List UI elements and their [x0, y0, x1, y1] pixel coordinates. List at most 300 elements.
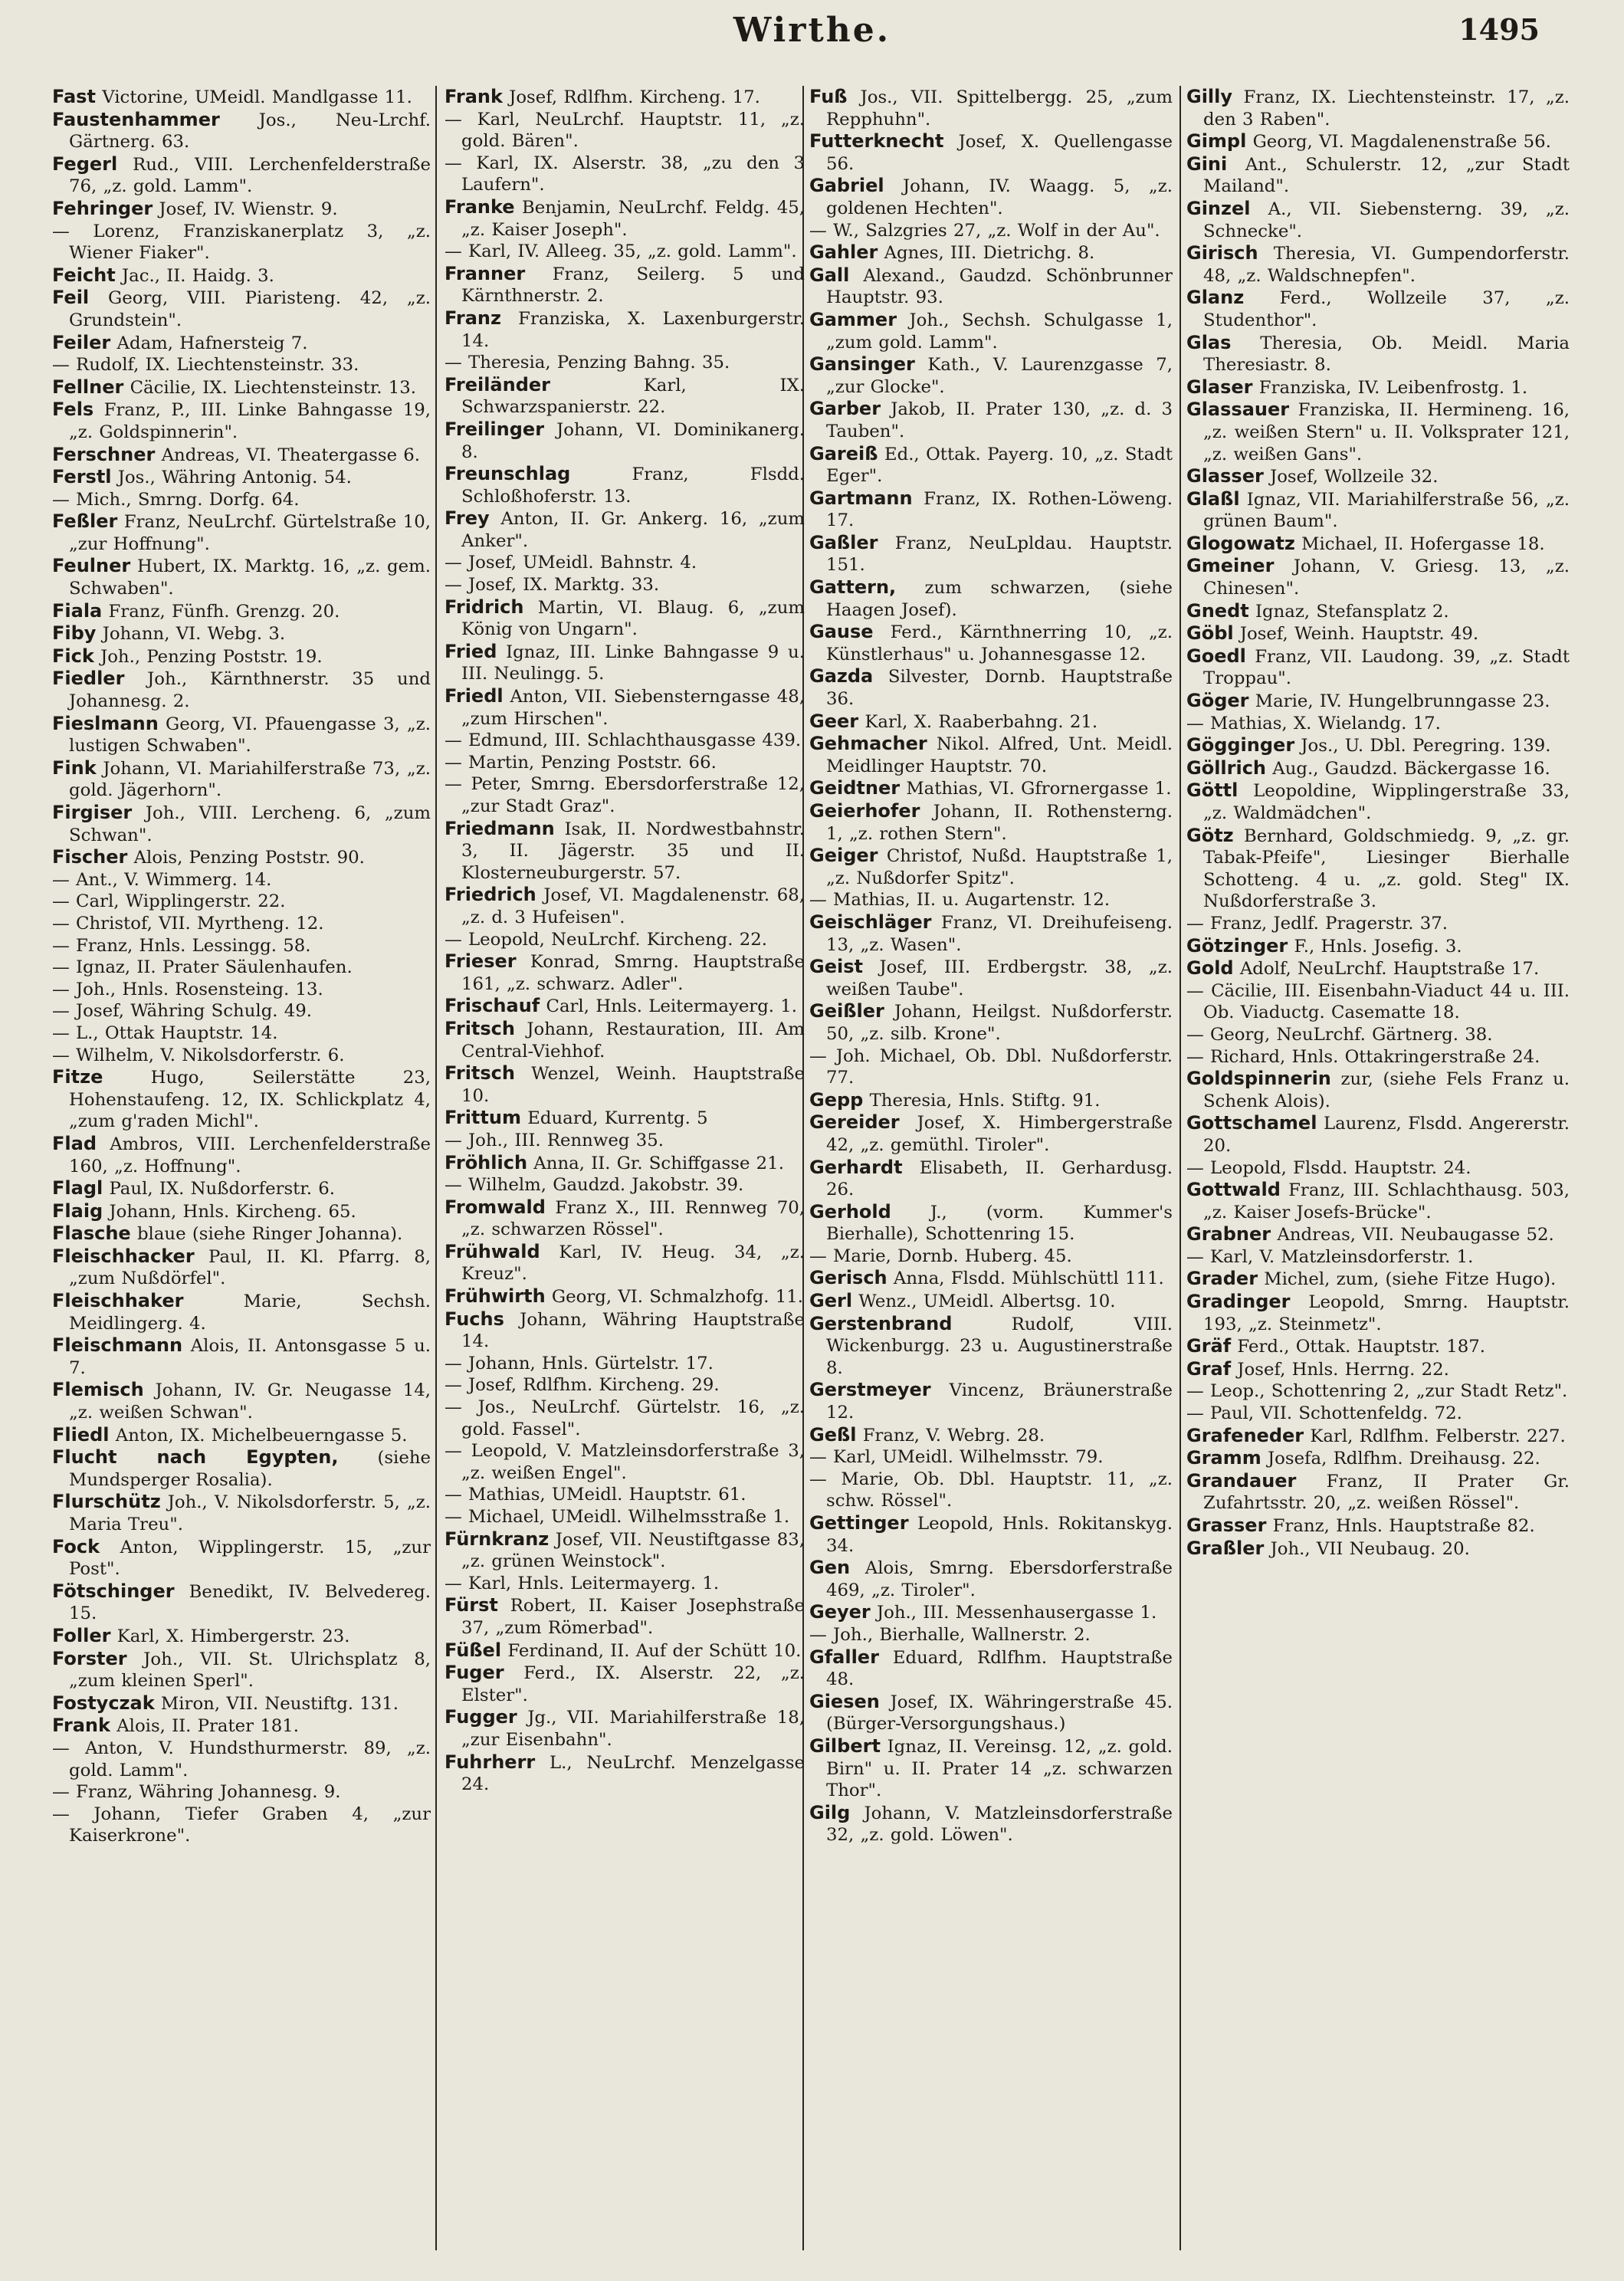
entry-text: Johann, VI. Mariahilferstraße 73, „z. gold. Jägerhorn".: [69, 758, 431, 801]
directory-entry: [52, 1781, 431, 1803]
entry-name: Ferstl: [52, 466, 112, 488]
directory-entry: [445, 1152, 805, 1175]
directory-entry: [52, 1290, 431, 1334]
directory-entry: [445, 1374, 805, 1396]
column-4: [1186, 86, 1570, 2258]
entry-text: Georg, VIII. Piaristeng. 42, „z. Grundstein".: [69, 288, 431, 330]
entry-name: Fröhlich: [445, 1151, 528, 1173]
entry-text: — Paul, VII. Schottenfeldg. 72.: [1186, 1403, 1462, 1424]
entry-name: Fürnkranz: [445, 1528, 550, 1550]
directory-entry: [809, 576, 1173, 621]
entry-name: Geßl: [809, 1423, 857, 1446]
entry-text: Cäcilie, IX. Liechtensteinstr. 13.: [130, 377, 417, 398]
entry-name: Gilly: [1186, 86, 1233, 107]
directory-entry: [445, 1174, 805, 1196]
entry-text: — L., Ottak Hauptstr. 14.: [52, 1022, 278, 1043]
directory-entry: [1186, 153, 1570, 198]
directory-entry: [445, 641, 805, 685]
entry-text: Victorine, UMeidl. Mandlgasse 11.: [102, 87, 412, 107]
entry-name: Göllrich: [1186, 757, 1267, 779]
column-3: [809, 86, 1173, 2258]
entry-text: — Ignaz, II. Prater Säulenhaufen.: [52, 957, 353, 978]
entry-name: Giesen: [809, 1690, 880, 1712]
entry-name: Frank: [445, 86, 503, 107]
entry-text: Karl, IV. Heug. 34, „z. Kreuz".: [461, 1242, 805, 1285]
directory-entry: [1186, 825, 1570, 913]
entry-name: Feiler: [52, 331, 111, 353]
entry-text: L., NeuLrchf. Menzelgasse 24.: [461, 1752, 805, 1795]
directory-entry: [52, 1803, 431, 1847]
entry-text: (siehe Mundsperger Rosalia).: [69, 1448, 431, 1490]
entry-text: Anna, II. Gr. Schiffgasse 21.: [533, 1153, 784, 1173]
entry-name: Glogowatz: [1186, 532, 1295, 554]
directory-entry: [809, 487, 1173, 532]
column-2: [445, 86, 805, 2258]
directory-entry: [1186, 957, 1570, 980]
directory-entry: [809, 1802, 1173, 1846]
directory-entry: [52, 86, 431, 109]
entry-text: Josef, Weinh. Hauptstr. 49.: [1239, 624, 1479, 645]
entry-name: Fegerl: [52, 153, 118, 175]
entry-text: Robert, II. Kaiser Josephstraße 37, „zum Römerbad".: [461, 1596, 805, 1638]
entry-text: Konrad, Smrng. Hauptstraße 161, „z. schwarz. Adler".: [461, 952, 805, 994]
entry-name: Fromwald: [445, 1196, 546, 1218]
directory-entry: [1186, 1223, 1570, 1246]
directory-entry: [445, 884, 805, 928]
directory-entry: [52, 600, 431, 623]
entry-text: — Martin, Penzing Poststr. 66.: [445, 752, 717, 773]
entry-text: — Mathias, II. u. Augartenstr. 12.: [809, 890, 1111, 911]
directory-entry: [52, 555, 431, 599]
entry-name: Grasser: [1186, 1515, 1267, 1536]
directory-entry: [809, 264, 1173, 309]
entry-name: Frischauf: [445, 995, 540, 1017]
entry-name: Gfaller: [809, 1646, 879, 1668]
entry-text: Joh., Sechsh. Schulgasse 1, „zum gold. Lamm".: [826, 310, 1173, 353]
entry-text: — Franz, Hnls. Lessingg. 58.: [52, 935, 311, 956]
directory-entry: [1186, 376, 1570, 399]
directory-entry: [809, 1157, 1173, 1201]
entry-name: Fuchs: [445, 1308, 504, 1330]
directory-entry: [445, 1353, 805, 1375]
directory-entry: [809, 353, 1173, 398]
entry-text: — Mathias, UMeidl. Hauptstr. 61.: [445, 1485, 746, 1505]
directory-entry: [445, 352, 805, 374]
entry-text: Ignaz, III. Linke Bahngasse 9 u. III. Neulingg. 5.: [461, 642, 805, 684]
entry-text: Laurenz, Flsdd. Angererstr. 20.: [1203, 1114, 1570, 1156]
directory-entry: [809, 1646, 1173, 1691]
directory-entry: [52, 1536, 431, 1580]
directory-entry: [445, 1062, 805, 1107]
entry-name: Feicht: [52, 264, 116, 286]
entry-text: Ant., Schulerstr. 12, „zur Stadt Mailand".: [1203, 154, 1570, 197]
entry-name: Franke: [445, 195, 515, 218]
entry-text: Anton, VII. Siebensterngasse 48, „zum Hirschen".: [461, 687, 805, 729]
directory-entry: [1186, 690, 1570, 713]
entry-text: — Anton, V. Hundsthurmerstr. 89, „z. gold. Lamm".: [52, 1738, 431, 1780]
entry-text: Andreas, VI. Theatergasse 6.: [161, 445, 421, 465]
entry-text: — Lorenz, Franziskanerplatz 3, „z. Wiener Fiaker".: [52, 221, 431, 264]
entry-name: Feil: [52, 287, 90, 309]
directory-entry: [52, 935, 431, 957]
entry-text: — Leop., Schottenring 2, „zur Stadt Retz".: [1186, 1381, 1568, 1402]
directory-entry: [1186, 1515, 1570, 1538]
entry-text: — Georg, NeuLrchf. Gärtnerg. 38.: [1186, 1024, 1493, 1045]
entry-name: Friedl: [445, 685, 504, 707]
directory-entry: [1186, 1268, 1570, 1291]
entry-name: Flemisch: [52, 1379, 144, 1401]
directory-entry: [1186, 332, 1570, 376]
directory-entry: [1186, 488, 1570, 533]
entry-text: — Leopold, NeuLrchf. Kircheng. 22.: [445, 929, 768, 950]
directory-entry: [445, 1308, 805, 1353]
entry-text: — Cäcilie, III. Eisenbahn-Viaduct 44 u. III. Ob. Viaductg. Casematte 18.: [1186, 980, 1570, 1023]
entry-name: Glasser: [1186, 465, 1264, 487]
entry-text: Adolf, NeuLrchf. Hauptstraße 17.: [1239, 959, 1540, 980]
entry-name: Friedrich: [445, 884, 536, 906]
directory-entry: [445, 463, 805, 507]
entry-text: — Wilhelm, V. Nikolsdorferstr. 6.: [52, 1045, 345, 1065]
directory-entry: [52, 1491, 431, 1535]
entry-text: Rudolf, VIII. Wickenburgg. 23 u. Augustinerstraße 8.: [826, 1314, 1173, 1378]
entry-text: — Johann, Tiefer Graben 4, „zur Kaiserkrone".: [52, 1803, 431, 1846]
directory-entry: [809, 956, 1173, 1000]
directory-entry: [809, 1267, 1173, 1290]
entry-name: Freilinger: [445, 418, 545, 440]
entry-text: Johann, II. Rothensterng. 1, „z. rothen Stern".: [826, 802, 1173, 844]
entry-name: Feßler: [52, 510, 118, 533]
directory-entry: [445, 1285, 805, 1308]
directory-entry: [445, 1639, 805, 1662]
directory-entry: [1186, 935, 1570, 958]
entry-text: Josef, VII. Neustiftgasse 83, „z. grünen Weinstock".: [461, 1529, 805, 1572]
directory-entry: [1186, 465, 1570, 488]
directory-entry: [52, 913, 431, 935]
directory-entry: [52, 846, 431, 869]
directory-entry: [809, 1379, 1173, 1423]
entry-text: Franz, IX. Rothen-Löweng. 17.: [826, 488, 1173, 531]
entry-name: Gini: [1186, 153, 1228, 175]
directory-entry: [1186, 600, 1570, 623]
entry-text: Joh., V. Nikolsdorferstr. 5, „z. Maria Treu".: [69, 1492, 431, 1534]
directory-entry: [445, 1018, 805, 1062]
directory-entry: [809, 1735, 1173, 1802]
entry-text: Ignaz, VII. Mariahilferstraße 56, „z. grünen Baum".: [1203, 489, 1570, 532]
directory-entry: [809, 1601, 1173, 1624]
directory-entry: [809, 911, 1173, 956]
directory-entry: [445, 950, 805, 995]
entry-name: Gerhardt: [809, 1156, 903, 1178]
directory-entry: [809, 241, 1173, 264]
directory-entry: [1186, 645, 1570, 690]
entry-text: Ferd., Wollzeile 37, „z. Studenthor".: [1203, 288, 1570, 330]
entry-text: Karl, Rdlfhm. Felberstr. 227.: [1310, 1426, 1566, 1446]
entry-text: Franziska, II. Hermineng. 16, „z. weißen Stern" u. II. Volksprater 121, „z. weißen Gans".: [1203, 400, 1570, 464]
directory-entry: [445, 1196, 805, 1241]
directory-entry: [52, 1022, 431, 1045]
directory-entry: [52, 891, 431, 913]
directory-entry: [1186, 399, 1570, 465]
directory-entry: [52, 354, 431, 376]
entry-name: Gereider: [809, 1111, 900, 1134]
directory-entry: [445, 1440, 805, 1484]
entry-text: Jac., II. Haidg. 3.: [121, 265, 274, 286]
entry-name: Glaßl: [1186, 487, 1240, 510]
entry-name: Forster: [52, 1647, 127, 1669]
entry-name: Graf: [1186, 1357, 1232, 1380]
entry-text: Karl, IX. Schwarzspanierstr. 22.: [461, 375, 805, 418]
entry-name: Freiländer: [445, 373, 550, 395]
entry-text: Anna, Flsdd. Mühlschüttl 111.: [893, 1268, 1164, 1289]
entry-name: Frieser: [445, 950, 517, 973]
directory-entry: [809, 800, 1173, 845]
entry-text: Carl, Hnls. Leitermayerg. 1.: [546, 996, 798, 1017]
directory-entry: [52, 757, 431, 802]
directory-entry: [445, 1751, 805, 1796]
entry-name: Fuger: [445, 1662, 504, 1684]
directory-entry: [52, 1045, 431, 1067]
directory-entry: [1186, 555, 1570, 599]
entry-text: Elisabeth, II. Gerhardusg. 26.: [826, 1157, 1173, 1200]
entry-name: Gerstenbrand: [809, 1312, 953, 1334]
entry-text: Leopold, Hnls. Rokitanskyg. 34.: [826, 1514, 1173, 1556]
entry-text: Jg., VII. Mariahilferstraße 18, „zur Eisenbahn".: [461, 1708, 805, 1750]
entry-name: Götzinger: [1186, 934, 1288, 957]
entry-text: Aug., Gaudzd. Bäckergasse 16.: [1272, 758, 1550, 779]
entry-text: Johann, VI. Dominikanerg. 8.: [461, 419, 805, 462]
directory-entry: [1186, 757, 1570, 780]
directory-entry: [1186, 1538, 1570, 1561]
directory-entry: [1186, 1179, 1570, 1223]
entry-name: Franner: [445, 262, 526, 284]
directory-entry: [809, 532, 1173, 576]
column-divider: [435, 86, 437, 2250]
entry-name: Gabriel: [809, 175, 884, 197]
directory-entry: [445, 995, 805, 1018]
entry-text: Alois, II. Antonsgasse 5 u. 7.: [69, 1336, 431, 1378]
entry-text: Josef, Hnls. Herrng. 22.: [1237, 1359, 1449, 1380]
entry-name: Gögginger: [1186, 734, 1295, 757]
entry-name: Fieslmann: [52, 712, 159, 734]
entry-name: Gareiß: [809, 442, 878, 464]
entry-text: — Franz, Jedlf. Pragerstr. 37.: [1186, 913, 1448, 934]
entry-text: — Josef, IX. Marktg. 33.: [445, 575, 660, 596]
directory-entry: [809, 175, 1173, 219]
directory-entry: [52, 510, 431, 555]
entry-name: Futterknecht: [809, 130, 944, 153]
directory-entry: [52, 1133, 431, 1177]
entry-text: Anton, IX. Michelbeuerngasse 5.: [115, 1425, 408, 1446]
entry-text: zur, (siehe Fels Franz u. Schenk Alois).: [1203, 1069, 1570, 1111]
entry-name: Fürst: [445, 1594, 498, 1616]
entry-name: Fritsch: [445, 1017, 515, 1039]
entry-name: Grandauer: [1186, 1469, 1297, 1492]
directory-entry: [52, 399, 431, 443]
directory-entry: [445, 374, 805, 418]
entry-name: Gattern,: [809, 576, 897, 599]
entry-name: Fiala: [52, 599, 103, 622]
directory-entry: [52, 1223, 431, 1246]
entry-text: Georg, VI. Magdalenenstraße 56.: [1252, 132, 1551, 153]
entry-name: Foller: [52, 1624, 111, 1646]
entry-name: Gansinger: [809, 353, 915, 376]
entry-text: Benedikt, IV. Belvedereg. 15.: [69, 1581, 431, 1624]
directory-entry: [809, 1000, 1173, 1045]
entry-text: — Joh., Hnls. Rosensteing. 13.: [52, 979, 323, 999]
directory-entry: [52, 466, 431, 489]
directory-entry: [1186, 980, 1570, 1024]
directory-entry: [809, 621, 1173, 665]
entry-text: — Franz, Währing Johannesg. 9.: [52, 1782, 341, 1803]
entry-name: Gall: [809, 264, 850, 286]
directory-entry: [1186, 1068, 1570, 1112]
entry-name: Fleischhaker: [52, 1290, 184, 1312]
directory-entry: [445, 1662, 805, 1706]
entry-text: Michel, zum, (siehe Fitze Hugo).: [1264, 1269, 1557, 1290]
entry-text: — Josef, Währing Schulg. 49.: [52, 1001, 313, 1022]
entry-text: Johann, V. Matzleinsdorferstraße 32, „z. gold. Löwen".: [826, 1803, 1173, 1846]
entry-text: Franz, II Prater Gr. Zufahrtsstr. 20, „z. weißen Rössel".: [1203, 1471, 1570, 1514]
entry-name: Glaser: [1186, 376, 1253, 398]
entry-text: — Carl, Wipplingerstr. 22.: [52, 891, 286, 912]
directory-entry: [809, 1111, 1173, 1156]
entry-text: Joh., VII Neubaug. 20.: [1270, 1538, 1470, 1559]
entry-text: Josef, VI. Magdalenenstr. 68, „z. d. 3 Hufeisen".: [461, 885, 805, 927]
directory-entry: [445, 1484, 805, 1506]
entry-text: Joh., Penzing Poststr. 19.: [100, 646, 323, 667]
entry-text: Vincenz, Bräunerstraße 12.: [826, 1380, 1173, 1423]
directory-entry: [52, 1379, 431, 1423]
directory-entry: [1186, 622, 1570, 645]
entry-text: Johann, Hnls. Kircheng. 65.: [109, 1201, 356, 1222]
entry-text: Joh., VIII. Lercheng. 6, „zum Schwan".: [69, 803, 431, 845]
entry-text: — Mich., Smrng. Dorfg. 64.: [52, 489, 300, 510]
entry-text: — Marie, Ob. Dbl. Hauptstr. 11, „z. schw. Rössel".: [809, 1469, 1173, 1511]
directory-entry: [809, 1446, 1173, 1469]
entry-text: — Joh., Bierhalle, Wallnerstr. 2.: [809, 1624, 1091, 1645]
entry-name: Goedl: [1186, 645, 1246, 667]
entry-name: Fried: [445, 640, 497, 662]
directory-entry: [52, 444, 431, 467]
directory-entry: [445, 153, 805, 196]
directory-entry: [445, 1130, 805, 1152]
directory-entry: [809, 845, 1173, 889]
entry-text: Rud., VIII. Lerchenfelderstraße 76, „z. gold. Lamm".: [69, 154, 431, 197]
entry-name: Fiedler: [52, 668, 125, 690]
directory-entry: [52, 198, 431, 221]
directory-entry: [1186, 86, 1570, 130]
entry-text: Franz, NeuLrchf. Gürtelstraße 10, „zur Hoffnung".: [69, 512, 431, 554]
entry-name: Firgiser: [52, 802, 133, 823]
directory-entry: [1186, 198, 1570, 242]
entry-text: Adam, Hafnersteig 7.: [116, 333, 308, 353]
entry-name: Fötschinger: [52, 1580, 175, 1602]
entry-text: Wenz., UMeidl. Albertsg. 10.: [858, 1291, 1116, 1312]
directory-entry: [52, 221, 431, 264]
entry-text: Wenzel, Weinh. Hauptstraße 10.: [461, 1064, 805, 1106]
entry-text: Ferd., Kärnthnerring 10, „z. Künstlerhaus" u. Johannesgasse 12.: [826, 622, 1173, 665]
entry-name: Geißler: [809, 1000, 884, 1022]
entry-name: Füßel: [445, 1639, 502, 1661]
entry-text: Franz, III. Schlachthausg. 503, „z. Kaiser Josefs-Brücke".: [1203, 1180, 1570, 1223]
entry-text: Leopold, Smrng. Hauptstr. 193, „z. Steinmetz".: [1203, 1292, 1570, 1334]
entry-text: Josef, Wollzeile 32.: [1270, 467, 1439, 487]
entry-text: Silvester, Dornb. Hauptstraße 36.: [826, 667, 1173, 710]
entry-text: Anton, II. Gr. Ankerg. 16, „zum Anker".: [461, 509, 805, 551]
directory-entry: [52, 668, 431, 712]
entry-text: zum schwarzen, (siehe Haagen Josef).: [826, 578, 1173, 620]
directory-entry: [52, 1738, 431, 1781]
entry-name: Glas: [1186, 331, 1232, 353]
entry-text: Johann, Restauration, III. Am Central-Viehhof.: [461, 1019, 805, 1062]
entry-text: Josef, III. Erdbergstr. 38, „z. weißen Taube".: [826, 957, 1173, 999]
directory-entry: [445, 818, 805, 885]
directory-entry: [809, 220, 1173, 242]
directory-entry: [809, 1045, 1173, 1089]
entry-text: Eduard, Rdlfhm. Hauptstraße 48.: [826, 1647, 1173, 1690]
entry-text: Theresia, Ob. Meidl. Maria Theresiastr. 8.: [1203, 333, 1570, 376]
directory-entry: [809, 1624, 1173, 1646]
directory-entry: [809, 1313, 1173, 1380]
entry-name: Gen: [809, 1557, 851, 1579]
directory-entry: [52, 645, 431, 668]
entry-text: Johann, IV. Waagg. 5, „z. goldenen Hechten".: [826, 176, 1173, 218]
entry-text: Joh., III. Messenhausergasse 1.: [876, 1603, 1157, 1623]
directory-entry: [1186, 734, 1570, 757]
entry-name: Flucht nach Egypten,: [52, 1446, 339, 1469]
directory-entry: [52, 1692, 431, 1715]
entry-name: Gottwald: [1186, 1179, 1281, 1201]
directory-entry: [445, 574, 805, 596]
entry-text: Joh., VII. St. Ulrichsplatz 8, „zum kleinen Sperl".: [69, 1649, 431, 1692]
entry-text: Johann, Heilgst. Nußdorferstr. 50, „z. silb. Krone".: [826, 1002, 1173, 1044]
directory-entry: [445, 730, 805, 752]
entry-text: Paul, IX. Nußdorferstr. 6.: [109, 1179, 335, 1200]
directory-entry: [445, 1241, 805, 1285]
entry-name: Gaßler: [809, 531, 878, 553]
entry-text: Franz, Fünfh. Grenzg. 20.: [108, 601, 340, 622]
directory-entry: [52, 109, 431, 153]
entry-name: Gazda: [809, 665, 874, 688]
entry-text: Eduard, Kurrentg. 5: [527, 1108, 708, 1129]
directory-entry: [1186, 1380, 1570, 1403]
directory-entry: [445, 596, 805, 641]
directory-entry: [52, 1200, 431, 1223]
entry-name: Geidtner: [809, 777, 901, 799]
entry-text: Joh., Kärnthnerstr. 35 und Johannesg. 2.: [69, 669, 431, 712]
directory-entry: [809, 86, 1173, 130]
directory-entry: [1186, 1425, 1570, 1448]
directory-entry: [52, 287, 431, 331]
directory-entry: [445, 1107, 805, 1130]
directory-entry: [1186, 713, 1570, 735]
entry-text: J., (vorm. Kummer's Bierhalle), Schottenring 15.: [826, 1202, 1173, 1245]
entry-name: Frank: [52, 1715, 110, 1737]
entry-text: — Karl, IV. Alleeg. 35, „z. gold. Lamm".: [445, 241, 797, 262]
entry-text: Andreas, VII. Neubaugasse 52.: [1277, 1225, 1554, 1246]
directory-entry: [52, 376, 431, 399]
entry-name: Gause: [809, 621, 874, 643]
directory-entry: [445, 109, 805, 153]
entry-text: Ed., Ottak. Payerg. 10, „z. Stadt Eger".: [826, 444, 1173, 487]
entry-name: Gottschamel: [1186, 1112, 1317, 1134]
entry-name: Gräf: [1186, 1335, 1232, 1357]
entry-text: — Karl, Hnls. Leitermayerg. 1.: [445, 1573, 720, 1593]
entry-text: — Josef, UMeidl. Bahnstr. 4.: [445, 553, 697, 573]
entry-name: Frey: [445, 507, 490, 530]
entry-text: Ferd., IX. Alserstr. 22, „z. Elster".: [461, 1663, 805, 1705]
entry-name: Feulner: [52, 555, 131, 577]
